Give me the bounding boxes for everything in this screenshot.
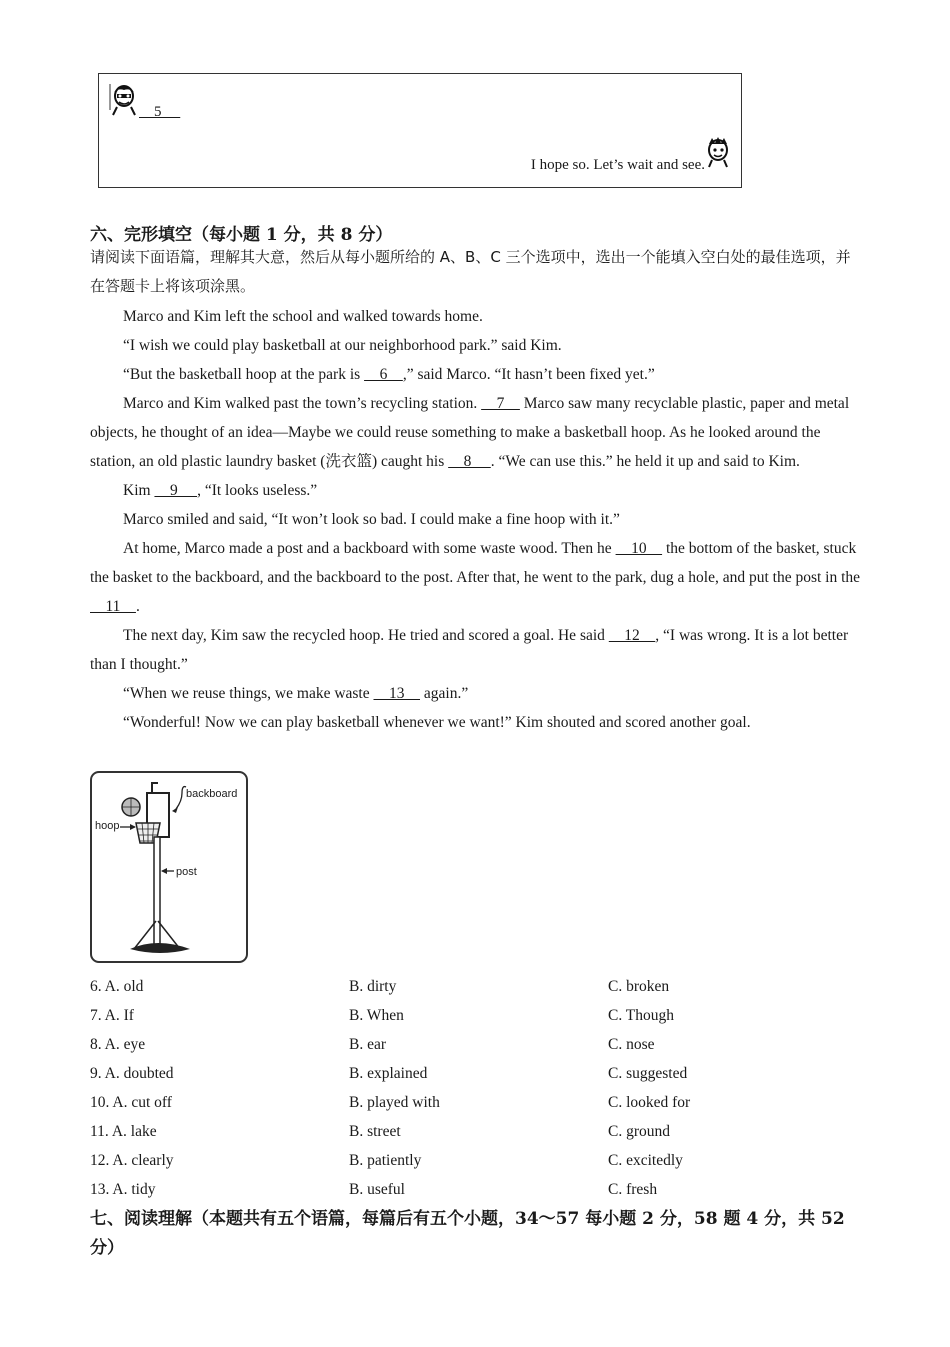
blank-12: 12 [608, 627, 656, 644]
option-b: B. explained [349, 1065, 428, 1082]
section-seven-title: 七、阅读理解（本题共有五个语篇，每篇后有五个小题，34～57 每小题 2 分，58 题 4 分，共 52 分） [90, 1209, 845, 1258]
blank-7: 7 [481, 395, 520, 412]
option-a: 9. A. doubted [90, 1065, 174, 1082]
character-head-icon [703, 136, 733, 168]
answer-blank-5: 5 [154, 104, 162, 120]
blank-9: 9 [154, 482, 198, 499]
option-b: B. ear [349, 1036, 387, 1053]
basketball-hoop-picture [90, 771, 248, 963]
option-row [90, 1088, 870, 1117]
passage-paragraph: Marco and Kim walked past the town’s recycling station. 7 Marco saw many recyclable plastic, paper and metal objects, he thought of an idea—Maybe we could reuse something to make a basketball hoop. As he looked around the station, an old plastic laundry basket (洗衣篮) caught his 8 . “We can use this.” he held it up and said to Kim. [90, 395, 850, 470]
dialogue-reply: I hope so. Let’s wait and see. [530, 157, 705, 173]
post-shape [154, 837, 160, 949]
option-b: B. played with [349, 1094, 440, 1111]
option-b: B. When [349, 1007, 404, 1024]
option-row [90, 1117, 870, 1146]
option-c: C. suggested [608, 1065, 688, 1082]
option-a: 7. A. If [90, 1007, 134, 1024]
blank-6: 6 [364, 366, 403, 383]
passage-paragraph: Marco and Kim left the school and walked towards home. [123, 308, 483, 325]
blank-13: 13 [373, 685, 420, 702]
option-row [90, 1001, 870, 1030]
option-c: C. fresh [608, 1181, 658, 1198]
option-c: C. nose [608, 1036, 655, 1053]
option-row [90, 972, 870, 1001]
answer-options [90, 972, 870, 1204]
option-a: 13. A. tidy [90, 1181, 156, 1198]
dialogue-box [98, 73, 742, 188]
option-c: C. excitedly [608, 1152, 683, 1169]
option-row [90, 1175, 870, 1204]
option-a: 8. A. eye [90, 1036, 146, 1053]
passage-paragraph: “But the basketball hoop at the park is 6 ,” said Marco. “It hasn’t been fixed yet.” [123, 366, 655, 383]
passage-paragraph: Kim 9 , “It looks useless.” [123, 482, 318, 499]
passage-paragraph: At home, Marco made a post and a backboard with some waste wood. Then he 10 the bottom of the basket, stuck the basket to the backboard, and the backboard to the post. After that, he went to the park, dug a hole, and put the post in the 11 . [90, 540, 861, 615]
passage-paragraph: The next day, Kim saw the recycled hoop. He tried and scored a goal. He said 12 , “I was wrong. It is a lot better than I thought.” [90, 627, 849, 673]
section-six-instruction: 请阅读下面语篇，理解其大意，然后从每小题所给的 A、B、C 三个选项中，选出一个能填入空白处的最佳选项，并在答题卡上将该项涂黑。 [90, 248, 851, 295]
option-c: C. ground [608, 1123, 670, 1140]
option-a: 6. A. old [90, 978, 144, 995]
option-row [90, 1030, 870, 1059]
option-a: 12. A. clearly [90, 1152, 174, 1169]
passage-paragraph: Marco smiled and said, “It won’t look so bad. I could make a fine hoop with it.” [123, 511, 620, 528]
passage-paragraph: “Wonderful! Now we can play basketball whenever we want!” Kim shouted and scored another goal. [123, 714, 751, 731]
option-a: 11. A. lake [90, 1123, 157, 1140]
option-b: B. street [349, 1123, 401, 1140]
blank-8: 8 [448, 453, 491, 470]
option-b: B. dirty [349, 978, 397, 995]
hoop-label: hoop [95, 820, 120, 832]
option-b: B. useful [349, 1181, 405, 1198]
option-row [90, 1059, 870, 1088]
option-c: C. Though [608, 1007, 675, 1024]
option-row [90, 1146, 870, 1175]
option-b: B. patiently [349, 1152, 422, 1169]
blank-11: 11 [90, 598, 136, 615]
backboard-label: backboard [186, 788, 238, 800]
option-a: 10. A. cut off [90, 1094, 172, 1111]
post-label: post [176, 866, 197, 878]
passage-paragraph: “I wish we could play basketball at our neighborhood park.” said Kim. [123, 337, 562, 354]
option-c: C. broken [608, 978, 670, 995]
blank-10: 10 [615, 540, 663, 557]
section-six-title: 六、完形填空（每小题 1 分，共 8 分） [90, 225, 393, 245]
cloze-passage [90, 302, 862, 737]
character-head-icon [109, 82, 139, 116]
option-c: C. looked for [608, 1094, 691, 1111]
passage-paragraph: “When we reuse things, we make waste 13 again.” [123, 685, 469, 702]
